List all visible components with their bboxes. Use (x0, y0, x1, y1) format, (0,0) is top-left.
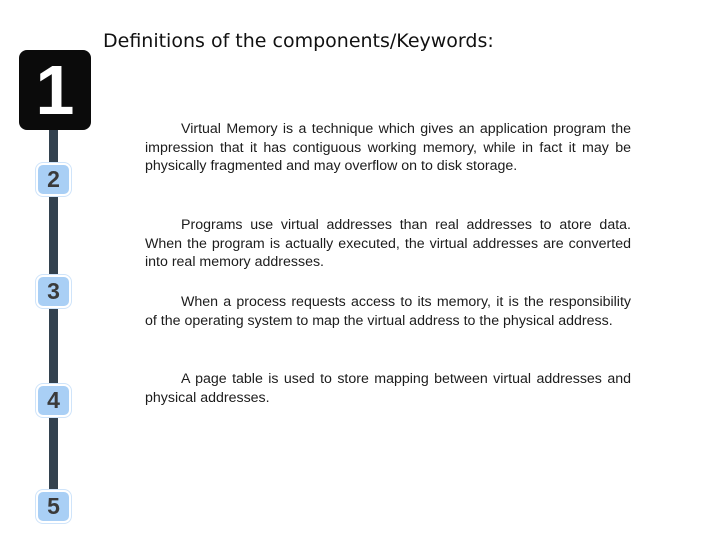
page-title: Definitions of the components/Keywords: (103, 30, 494, 52)
step-3-badge[interactable]: 3 (36, 275, 71, 308)
step-4-badge[interactable]: 4 (36, 384, 71, 417)
step-2-badge[interactable]: 2 (36, 163, 71, 196)
definition-paragraph-address-mapping: When a process requests access to its memory, it is the responsibility of the operating system to map the virtual address to the physical address. (145, 294, 631, 329)
step-5-badge[interactable]: 5 (36, 490, 71, 523)
definition-paragraph-page-table: A page table is used to store mapping between virtual addresses and physical addresses. (145, 371, 631, 406)
definition-paragraph-virtual-memory: Virtual Memory is a technique which gives an application program the impression that it has contiguous working memory, while in fact it may be physically fragmented and may overflow on to disk storage. (145, 121, 631, 175)
definition-paragraph-virtual-addresses: Programs use virtual addresses than real addresses to atore data. When the program is actually executed, the virtual addresses are converted into real memory addresses. (145, 217, 631, 271)
step-1-badge[interactable]: 1 (19, 50, 91, 130)
